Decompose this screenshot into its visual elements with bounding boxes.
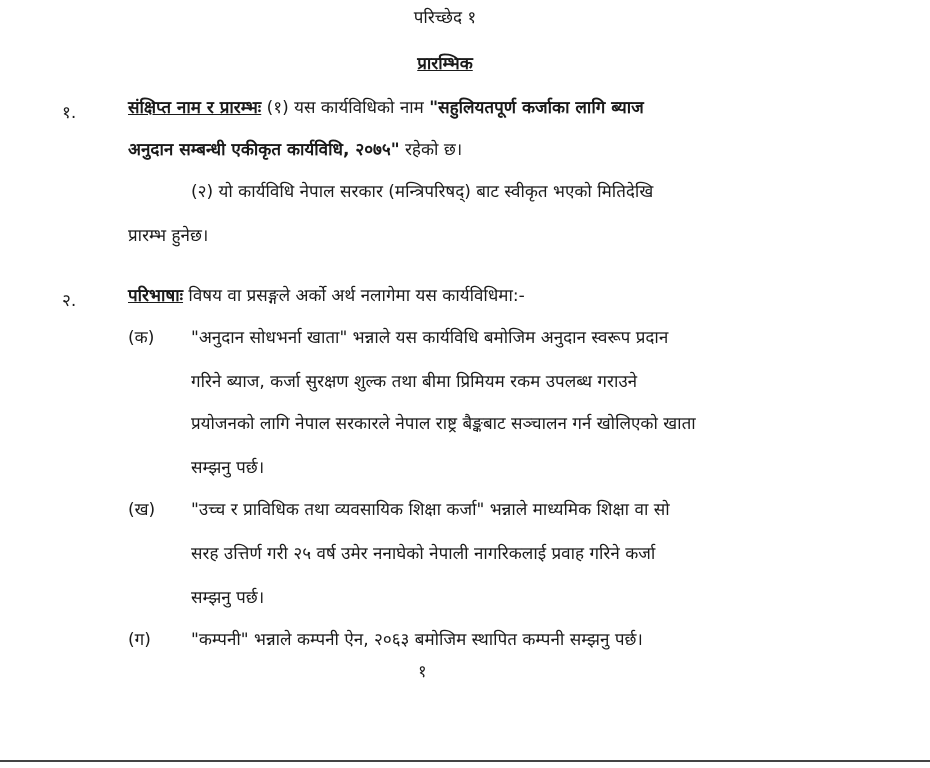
page-bottom-border <box>0 760 930 762</box>
chapter-title: प्रारम्भिक <box>417 54 473 74</box>
section-1-line2-rest: रहेको छ। <box>399 140 463 160</box>
section-1-line1-rest: (१) यस कार्यविधिको नाम <box>261 98 430 118</box>
chapter-heading: परिच्छेद १ <box>413 8 477 28</box>
section-1-number: १. <box>62 103 77 123</box>
section-1-line-2 <box>128 142 462 159</box>
section-1-heading: संक्षिप्त नाम र प्रारम्भः <box>128 98 262 118</box>
definition-ga-line-1: "कम्पनी" भन्नाले कम्पनी ऐन, २०६३ बमोजिम स्थापित कम्पनी सम्झनु पर्छ। <box>191 630 643 650</box>
definition-kha-line-1: "उच्च र प्राविधिक तथा व्यवसायिक शिक्षा कर्जा" भन्नाले माध्यमिक शिक्षा वा सो <box>191 500 670 520</box>
definition-kha-line-3: सम्झनु पर्छ। <box>191 588 265 608</box>
definition-ka-line-1: "अनुदान सोधभर्ना खाता" भन्नाले यस कार्यविधि बमोजिम अनुदान स्वरूप प्रदान <box>191 328 669 348</box>
section-1-line-1 <box>128 100 644 117</box>
definition-ka-line-2: गरिने ब्याज, कर्जा सुरक्षण शुल्क तथा बीमा प्रिमियम रकम उपलब्ध गराउने <box>191 372 638 392</box>
section-1-para2-line2: प्रारम्भ हुनेछ। <box>128 226 209 246</box>
section-1-para2-line1: (२) यो कार्यविधि नेपाल सरकार (मन्त्रिपरिषद्) बाट स्वीकृत भएको मितिदेखि <box>191 182 654 202</box>
section-1-name-part2: अनुदान सम्बन्धी एकीकृत कार्यविधि, २०७५" <box>128 140 400 160</box>
definition-label-ga: (ग) <box>128 630 151 650</box>
section-1-name-part1: "सहुलियतपूर्ण कर्जाका लागि ब्याज <box>429 98 644 118</box>
page-number: १ <box>418 662 427 682</box>
definition-ka-line-3: प्रयोजनको लागि नेपाल सरकारले नेपाल राष्ट्र बैङ्कबाट सञ्चालन गर्न खोलिएको खाता <box>191 414 696 434</box>
section-2-heading: परिभाषाः <box>128 286 184 306</box>
section-2-intro: विषय वा प्रसङ्गले अर्को अर्थ नलागेमा यस कार्यविधिमा:- <box>183 286 525 306</box>
definition-kha-line-2: सरह उत्तिर्ण गरी २५ वर्ष उमेर ननाघेको नेपाली नागरिकलाई प्रवाह गरिने कर्जा <box>191 544 656 564</box>
definition-ka-line-4: सम्झनु पर्छ। <box>191 458 265 478</box>
definition-label-kha: (ख) <box>128 500 156 520</box>
section-2-number: २. <box>62 291 77 311</box>
section-2-intro-line <box>128 288 525 305</box>
definition-label-ka: (क) <box>128 328 155 348</box>
